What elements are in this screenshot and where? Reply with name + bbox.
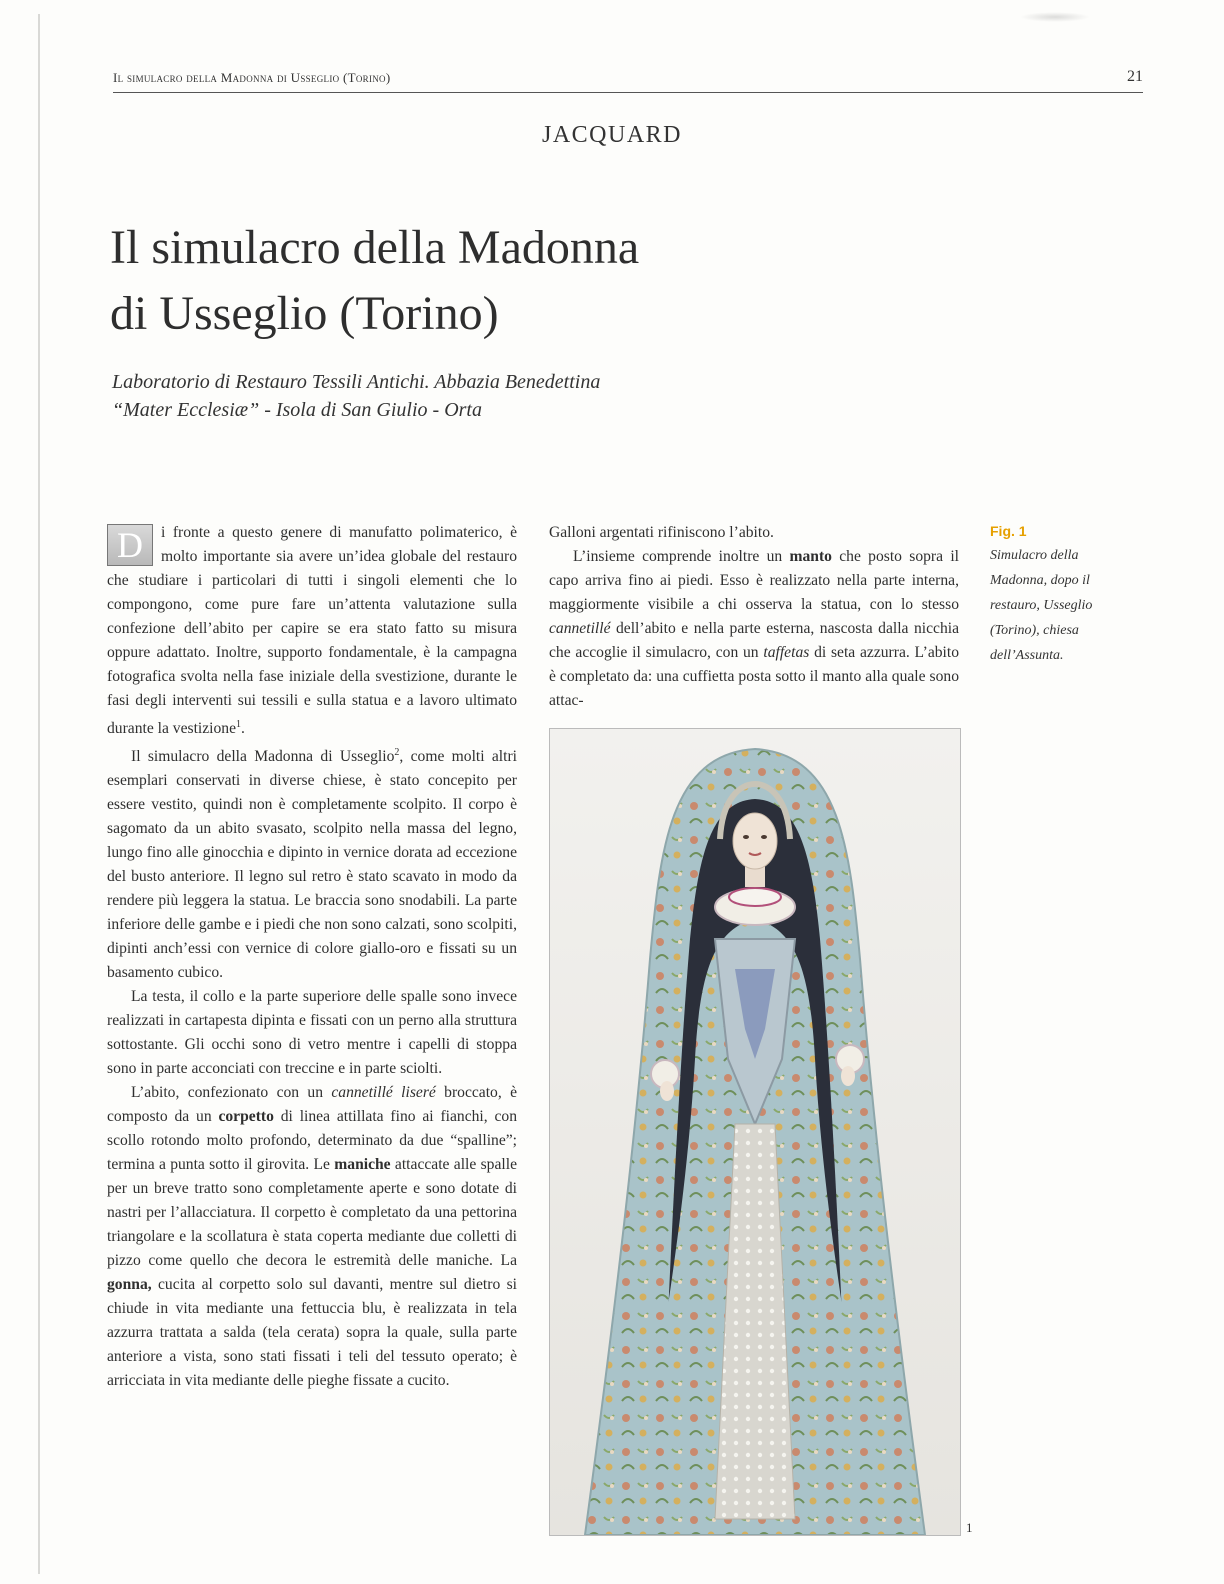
footnote-ref-1[interactable]: 1 [236,719,242,730]
m2-text-a: L’insieme comprende inoltre un [573,548,790,565]
m2-italic-taffetas: taffetas [763,644,810,661]
m2-text-c: dell’abito e nella parte esterna, nascosta dalla nicchia che accoglie il simulacro, con un [549,620,959,661]
p4-bold-gonna: gonna, [107,1276,152,1294]
p4-bold-corpetto: corpetto [218,1108,274,1126]
paragraph-1-text: i fronte a questo genere di manufatto polimaterico, è molto importante sia avere un’idea globale del restauro che studiare i particolari di tutti i singoli elementi che lo compongono, come pure fare un’attenta valutazione sulla confezione dell’abito per capire se era stato fatto su misura oppure adattato. Inoltre, supporto fondamentale, è la campagna fotografica svolta nella fase iniziale della svestizione, durante le fasi degli interventi sui tessili e sulla statua e a lavoro ultimato durante la vestizione [107,524,517,738]
middle-paragraph-1: Galloni argentati rifiniscono l’abito. [549,524,774,541]
title-line-1: Il simulacro della Madonna [110,221,640,274]
figure-label: Fig. 1 [990,523,1027,539]
figure-caption [990,523,1120,668]
running-title: Il simulacro della Madonna di Usseglio (Torino) [113,70,391,85]
paragraph-1 [107,521,517,741]
madonna-statue-illustration [550,729,960,1535]
m2-italic-cannetille: cannetillé [549,620,611,637]
p4-text-e: cucita al corpetto solo sul davanti, mentre sul dietro si chiude in vita mediante una fettuccia blu, è realizzata in tela azzurra trattata a salda (tela cerata) sopra la quale, sulla parte anteriore a vista, sono stati fissati i teli del tessuto operato; è arricciata in vita mediante delle pieghe fissate a cucito. [107,1276,517,1390]
author-line-2: “Mater Ecclesiæ” - Isola di San Giulio - Orta [112,399,482,421]
p4-text-a: L’abito, confezionato con un [131,1084,332,1102]
section-label: JACQUARD [541,122,682,148]
middle-paragraph-2 [549,545,959,713]
article-title [110,215,910,347]
author-line-1: Laboratorio di Restauro Tessili Antichi. Abbazia Benedettina [112,371,601,393]
paragraph-1-end: . [241,720,245,738]
paragraph-2 [107,741,517,985]
paragraph-2-text-a: Il simulacro della Madonna di Usseglio [131,748,395,766]
page-edge-line [38,14,40,1574]
paragraph-3: La testa, il collo e la parte superiore delle spalle sono invece realizzati in cartapesta dipinta e fissati con un perno alla struttura sottostante. Gli occhi sono di vetro mentre i capelli di stoppa sono in parte acconciati con treccine e in parte sciolti. [107,988,517,1078]
figure-caption-text: Simulacro della Madonna, dopo il restauro, Usseglio (Torino), chiesa dell’Assunta. [990,548,1093,663]
m2-text-b: che posto sopra il capo arriva fino ai piedi. Esso è realizzato nella parte interna, maggiormente visibile a chi osserva la statua, con lo stesso [549,548,959,613]
p4-italic-term: cannetillé liseré [331,1084,436,1102]
p4-text-b: broccato, è composto da un [107,1084,517,1126]
author-affiliation [112,368,912,424]
body-column-middle [549,521,959,713]
madonna-statue-photo [549,728,961,1536]
p4-text-d: attaccate alle spalle per un breve tratto sono completamente aperte e sono dotate di nastri per l’allacciatura. Il corpetto è completato da una pettorina triangolare e la scollatura è stata coperta mediante due colletti di pizzo come quello che decora le estremità delle maniche. La [107,1156,517,1270]
scan-smudge [1020,12,1090,22]
paragraph-4 [107,1081,517,1393]
m2-text-d: di seta azzurra. L’abito è completato da: una cuffietta posta sotto il manto alla quale sono attac- [549,644,960,709]
title-line-2: di Usseglio (Torino) [110,287,499,340]
m2-bold-manto: manto [789,548,832,565]
p4-bold-maniche: maniche [334,1156,391,1174]
page-number: 21 [1127,68,1143,85]
photo-number: 1 [966,1520,973,1535]
p4-text-c: di linea attillata fino ai fianchi, con scollo rotondo molto profondo, determinato da due “spalline”; termina a punta sotto il girovita. Le [107,1108,518,1174]
drop-cap: D [107,524,153,566]
footnote-ref-2[interactable]: 2 [394,747,400,759]
paragraph-2-text-b: , come molti altri esemplari conservati in diverse chiese, è stato concepito per essere vestito, quindi non è completamente scolpito. Il corpo è sagomato da un abito svasato, scolpito nella massa del legno, lungo fino alle ginocchia e dipinto in vernice dorata ad eccezione del busto anteriore. Il legno sul retro è stato scavato in modo da rendere più leggera la statua. Le braccia sono snodabili. La parte inferiore delle gambe e i piedi che non sono calzati, sono scolpiti, dipinti anch’essi con vernice di colore giallo-oro e fissati su un basamento cubico. [107,748,517,982]
body-column-left [107,521,517,1393]
running-header [113,70,1143,93]
